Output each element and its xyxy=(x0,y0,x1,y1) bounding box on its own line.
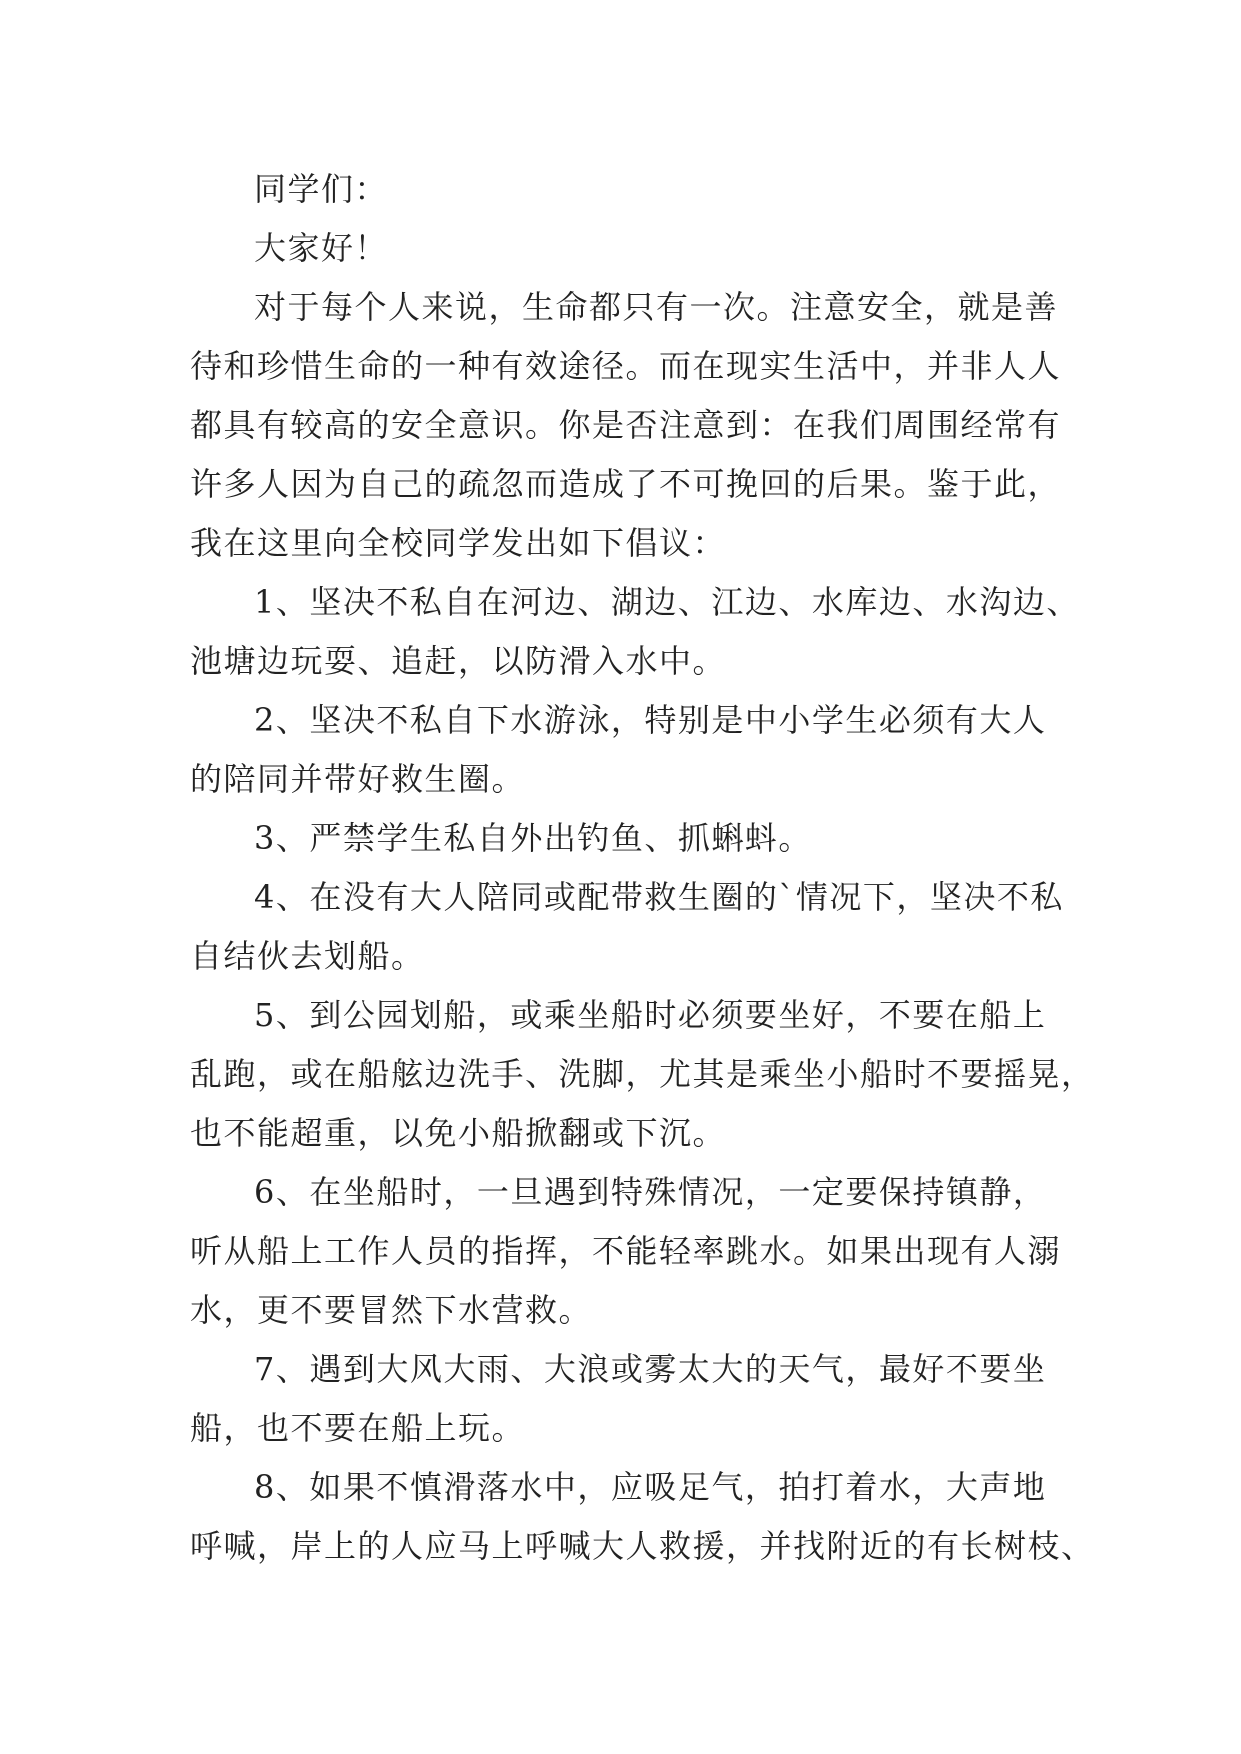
text-line: 6、在坐船时，一旦遇到特殊情况，一定要保持镇静， xyxy=(254,1173,1047,1211)
text-line: 3、严禁学生私自外出钓鱼、抓蝌蚪。 xyxy=(254,819,812,857)
greeting xyxy=(190,219,1090,278)
text-line: 同学们： xyxy=(254,170,389,208)
text-line: 许多人因为自己的疏忽而造成了不可挽回的后果。鉴于此， xyxy=(190,465,1062,503)
text-line: 7、遇到大风大雨、大浪或雾太大的天气，最好不要坐 xyxy=(254,1350,1047,1388)
text-line: 待和珍惜生命的一种有效途径。而在现实生活中，并非人人 xyxy=(190,347,1062,385)
salutation xyxy=(190,160,1090,219)
text-line: 听从船上工作人员的指挥，不能轻率跳水。如果出现有人溺 xyxy=(190,1232,1062,1270)
text-line: 8、如果不慎滑落水中，应吸足气，拍打着水，大声地 xyxy=(254,1468,1047,1506)
text-line: 的陪同并带好救生圈。 xyxy=(190,760,526,798)
text-line: 水，更不要冒然下水营救。 xyxy=(190,1291,593,1329)
text-line: 也不能超重，以免小船掀翻或下沉。 xyxy=(190,1114,727,1152)
text-line: 1、坚决不私自在河边、湖边、江边、水库边、水沟边、 xyxy=(254,583,1080,621)
text-line: 船，也不要在船上玩。 xyxy=(190,1409,526,1447)
item-3-paragraph xyxy=(190,809,1090,868)
text-line: 对于每个人来说，生命都只有一次。注意安全，就是善 xyxy=(254,288,1059,326)
item-8-paragraph xyxy=(190,1458,1095,1576)
text-line: 池塘边玩耍、追赶，以防滑入水中。 xyxy=(190,642,727,680)
text-line: 自结伙去划船。 xyxy=(190,937,425,975)
item-1-paragraph xyxy=(190,573,1090,691)
intro-paragraph xyxy=(190,278,1090,573)
item-4-paragraph xyxy=(190,868,1090,986)
text-line: 呼喊，岸上的人应马上呼喊大人救援，并找附近的有长树枝、 xyxy=(190,1527,1095,1565)
item-6-paragraph xyxy=(190,1163,1090,1340)
text-line: 2、坚决不私自下水游泳，特别是中小学生必须有大人 xyxy=(254,701,1047,739)
text-line: 都具有较高的安全意识。你是否注意到：在我们周围经常有 xyxy=(190,406,1062,444)
item-2-paragraph xyxy=(190,691,1090,809)
item-5-paragraph xyxy=(190,986,1095,1163)
text-line: 5、到公园划船，或乘坐船时必须要坐好，不要在船上 xyxy=(254,996,1047,1034)
item-7-paragraph xyxy=(190,1340,1090,1458)
document-body xyxy=(190,160,1095,1576)
text-line: 大家好！ xyxy=(254,229,389,267)
text-line: 4、在没有大人陪同或配带救生圈的`情况下，坚决不私 xyxy=(254,878,1064,916)
text-line: 乱跑，或在船舷边洗手、洗脚，尤其是乘坐小船时不要摇晃， xyxy=(190,1055,1095,1093)
text-line: 我在这里向全校同学发出如下倡议： xyxy=(190,524,727,562)
